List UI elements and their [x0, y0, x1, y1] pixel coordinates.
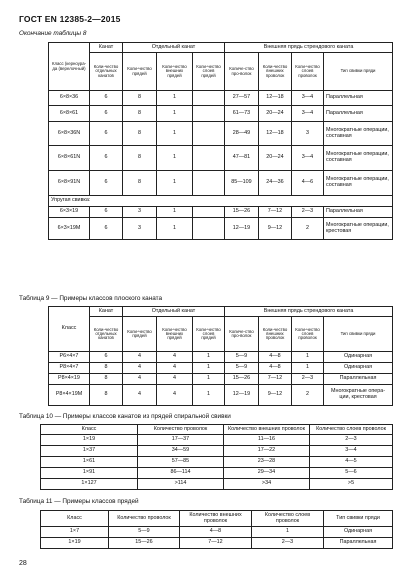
col-wires: Количество проволок — [109, 511, 180, 527]
cell: 4 — [157, 352, 193, 363]
cell: 17—22 — [224, 446, 310, 457]
cell: 6 — [90, 91, 123, 106]
col-kol-sloev: Коли-чество слоев прядей — [193, 53, 225, 91]
cell: 6 — [90, 171, 123, 196]
table-row — [49, 352, 393, 363]
table-row — [41, 468, 393, 479]
col-wires: Количество проволок — [138, 425, 224, 435]
cell: >5 — [310, 479, 393, 490]
cell: Параллельная — [324, 374, 393, 385]
table-8-caption: Окончание таблицы 8 — [19, 30, 87, 37]
col-kol-sloev: Коли-чество слоев прядей — [193, 317, 225, 352]
col-class: Класс — [49, 307, 90, 352]
cell: 3—4 — [292, 91, 324, 106]
table-10-caption: Таблица 10 — Примеры классов канатов из прядей спиральной свивки — [19, 413, 231, 420]
cell: P8×4×19M — [49, 385, 90, 406]
cell: 1×7 — [41, 527, 109, 538]
cell: 15—26 — [109, 538, 180, 549]
cell: 7—12 — [259, 207, 292, 218]
cell: Параллельная — [324, 538, 393, 549]
table-row — [49, 218, 393, 240]
cell: 2—3 — [310, 435, 393, 446]
col-outer-wires: Количество внешних проволок — [224, 425, 310, 435]
cell: 6×3×19 — [49, 207, 90, 218]
col-kol-otd: Коли-чество отдельных канатов — [90, 317, 123, 352]
col-kol-pryad: Коли-чество прядей — [123, 317, 157, 352]
col-kol-sloev-prov: Коли-чество слоев проволок — [292, 53, 324, 91]
table-row — [49, 122, 393, 146]
col-group-otd: Отдельный канат — [123, 307, 225, 317]
cell: 85—109 — [225, 171, 259, 196]
col-kol-sloev-prov: Коли-чество слоев проволок — [292, 317, 324, 352]
cell: 3 — [123, 218, 157, 240]
cell: >114 — [138, 479, 224, 490]
cell: 28—49 — [225, 122, 259, 146]
cell: 34—59 — [138, 446, 224, 457]
document-header: ГОСТ EN 12385-2—2015 — [19, 14, 121, 24]
col-group-kanat: Канат — [90, 307, 123, 317]
cell: 6×8×36N — [49, 122, 90, 146]
cell: 6×8×61N — [49, 146, 90, 171]
cell: 24—36 — [259, 171, 292, 196]
cell: 4 — [157, 374, 193, 385]
cell: 1 — [292, 352, 324, 363]
col-class: Класс — [41, 425, 138, 435]
cell: 6 — [90, 122, 123, 146]
cell: 3—4 — [292, 146, 324, 171]
cell: 4—6 — [292, 171, 324, 196]
cell: 4 — [157, 363, 193, 374]
cell: 5—9 — [225, 363, 259, 374]
cell: 8 — [123, 146, 157, 171]
cell: 8 — [123, 91, 157, 106]
cell: 1 — [157, 122, 193, 146]
table-8 — [48, 42, 393, 240]
cell: Одинарная — [324, 527, 393, 538]
table-row — [41, 446, 393, 457]
cell: 4 — [157, 385, 193, 406]
cell: 1 — [193, 374, 225, 385]
cell: 7—12 — [259, 374, 292, 385]
cell: 4—5 — [310, 457, 393, 468]
cell: 8 — [123, 106, 157, 122]
cell: 2—3 — [292, 374, 324, 385]
cell: 5—9 — [109, 527, 180, 538]
cell: 8 — [123, 171, 157, 196]
page-number: 28 — [19, 560, 27, 567]
cell: 3—4 — [292, 106, 324, 122]
col-class: Класс — [41, 511, 109, 527]
cell: 9—12 — [259, 218, 292, 240]
cell: 4 — [123, 363, 157, 374]
col-kol-prov: Количе-ство про-волок — [225, 317, 259, 352]
cell: 6×3×19M — [49, 218, 90, 240]
cell: 3 — [123, 207, 157, 218]
cell: 1 — [193, 385, 225, 406]
cell: P8×4×19 — [49, 374, 90, 385]
cell: Одинарная — [324, 352, 393, 363]
cell: 6 — [90, 207, 123, 218]
cell: 27—57 — [225, 91, 259, 106]
cell: 6×8×36 — [49, 91, 90, 106]
table-row — [41, 479, 393, 490]
cell: 61—73 — [225, 106, 259, 122]
cell: 2 — [292, 218, 324, 240]
cell: 1×19 — [41, 435, 138, 446]
cell: 2 — [292, 385, 324, 406]
table-row — [49, 207, 393, 218]
cell: 1 — [157, 218, 193, 240]
cell: 1 — [157, 207, 193, 218]
cell: 1 — [193, 352, 225, 363]
cell: Многократные операции, составная — [324, 122, 393, 146]
col-outer-wires: Количество внешних проволок — [180, 511, 252, 527]
cell: 1 — [193, 363, 225, 374]
cell: 12—18 — [259, 91, 292, 106]
table-row — [41, 457, 393, 468]
col-group-vnesh: Внешняя прядь стрендового каната — [225, 307, 393, 317]
cell: 47—81 — [225, 146, 259, 171]
table-9 — [48, 306, 393, 406]
cell: 9—12 — [259, 385, 292, 406]
table-row — [49, 106, 393, 122]
table-11 — [40, 510, 393, 549]
col-group-kanat: Канат — [90, 43, 123, 53]
cell: Многократные операции, крестовая — [324, 218, 393, 240]
cell: 6 — [90, 352, 123, 363]
cell: >34 — [224, 479, 310, 490]
col-group-vnesh: Внешняя прядь стрендового каната — [225, 43, 393, 53]
col-tip: Тип свивки пряди — [324, 317, 393, 352]
cell: 3 — [292, 122, 324, 146]
col-kol-vnesh-prov: Коли-чество внешних проволок — [259, 317, 292, 352]
cell: 20—24 — [259, 106, 292, 122]
col-kol-vnesh: Коли-чество внешних прядей — [157, 317, 193, 352]
cell: 8 — [90, 374, 123, 385]
cell: Многократные операции, составная — [324, 146, 393, 171]
cell: 8 — [90, 363, 123, 374]
cell: Многократные опера-ции, крестовая — [324, 385, 393, 406]
cell: 1 — [292, 363, 324, 374]
cell: 6×8×91N — [49, 171, 90, 196]
cell: 1×19 — [41, 538, 109, 549]
cell: 23—28 — [224, 457, 310, 468]
cell: 1 — [157, 146, 193, 171]
cell: 15—26 — [225, 207, 259, 218]
col-group-otd: Отдельный канат — [123, 43, 225, 53]
table-9-caption: Таблица 9 — Примеры классов плоского каната — [19, 295, 163, 302]
cell: 4 — [123, 374, 157, 385]
cell: 1×61 — [41, 457, 138, 468]
cell: 57—85 — [138, 457, 224, 468]
cell: 17—37 — [138, 435, 224, 446]
table-11-caption: Таблица 11 — Примеры классов прядей — [19, 498, 139, 505]
cell: Параллельная — [324, 91, 393, 106]
table-row — [49, 91, 393, 106]
cell: 4 — [123, 385, 157, 406]
table-10 — [40, 424, 393, 490]
cell: 3—4 — [310, 446, 393, 457]
cell: 1 — [157, 171, 193, 196]
cell: 29—34 — [224, 468, 310, 479]
col-kol-vnesh-prov: Коли-чество внешних проволок — [259, 53, 292, 91]
cell: P6×4×7 — [49, 352, 90, 363]
cell: 2—3 — [292, 207, 324, 218]
cell: 8 — [90, 385, 123, 406]
table-row — [49, 385, 393, 406]
cell: 6 — [90, 106, 123, 122]
cell: 6×8×61 — [49, 106, 90, 122]
cell: 1×37 — [41, 446, 138, 457]
col-class: Класс (керноура-да (верелочный) — [49, 43, 90, 91]
cell: 1×127 — [41, 479, 138, 490]
table-row — [41, 435, 393, 446]
col-kol-otd: Коли-чество отдельных канатов — [90, 53, 123, 91]
cell: 4—8 — [180, 527, 252, 538]
col-tip: Тип свивки пряди — [324, 53, 393, 91]
cell: 12—19 — [225, 218, 259, 240]
cell: 20—24 — [259, 146, 292, 171]
table-row — [49, 146, 393, 171]
cell: P8×4×7 — [49, 363, 90, 374]
table-row — [49, 363, 393, 374]
cell: 8 — [123, 122, 157, 146]
col-layers: Количество слоев проволок — [310, 425, 393, 435]
col-layers: Количество слоев проволок — [252, 511, 324, 527]
cell: 5—9 — [225, 352, 259, 363]
col-kol-pryad: Коли-чество прядей — [123, 53, 157, 91]
table-row — [49, 171, 393, 196]
cell: 1×91 — [41, 468, 138, 479]
table-row — [49, 374, 393, 385]
cell: 6 — [90, 146, 123, 171]
cell: Параллельная — [324, 106, 393, 122]
cell: 4 — [123, 352, 157, 363]
cell: 4—8 — [259, 352, 292, 363]
table-row — [41, 527, 393, 538]
cell: 86—114 — [138, 468, 224, 479]
cell: 6 — [90, 218, 123, 240]
cell: Параллельная — [324, 207, 393, 218]
cell: 12—19 — [225, 385, 259, 406]
cell: 1 — [252, 527, 324, 538]
cell: Одинарная — [324, 363, 393, 374]
cell: 2—3 — [252, 538, 324, 549]
cell: 1 — [157, 106, 193, 122]
cell: 7—12 — [180, 538, 252, 549]
cell: 1 — [157, 91, 193, 106]
cell: 5—6 — [310, 468, 393, 479]
col-kol-vnesh: Коли-чество внешних прядей — [157, 53, 193, 91]
cell: 4—8 — [259, 363, 292, 374]
col-kol-prov: Количе-ство про-волок — [225, 53, 259, 91]
cell: 11—16 — [224, 435, 310, 446]
col-lay-type: Тип свивки пряди — [324, 511, 393, 527]
cell: 15—26 — [225, 374, 259, 385]
table-row — [41, 538, 393, 549]
subsection-label: Упругая свивка: — [49, 196, 393, 207]
cell: 12—18 — [259, 122, 292, 146]
cell: Многократные операции, составная — [324, 171, 393, 196]
